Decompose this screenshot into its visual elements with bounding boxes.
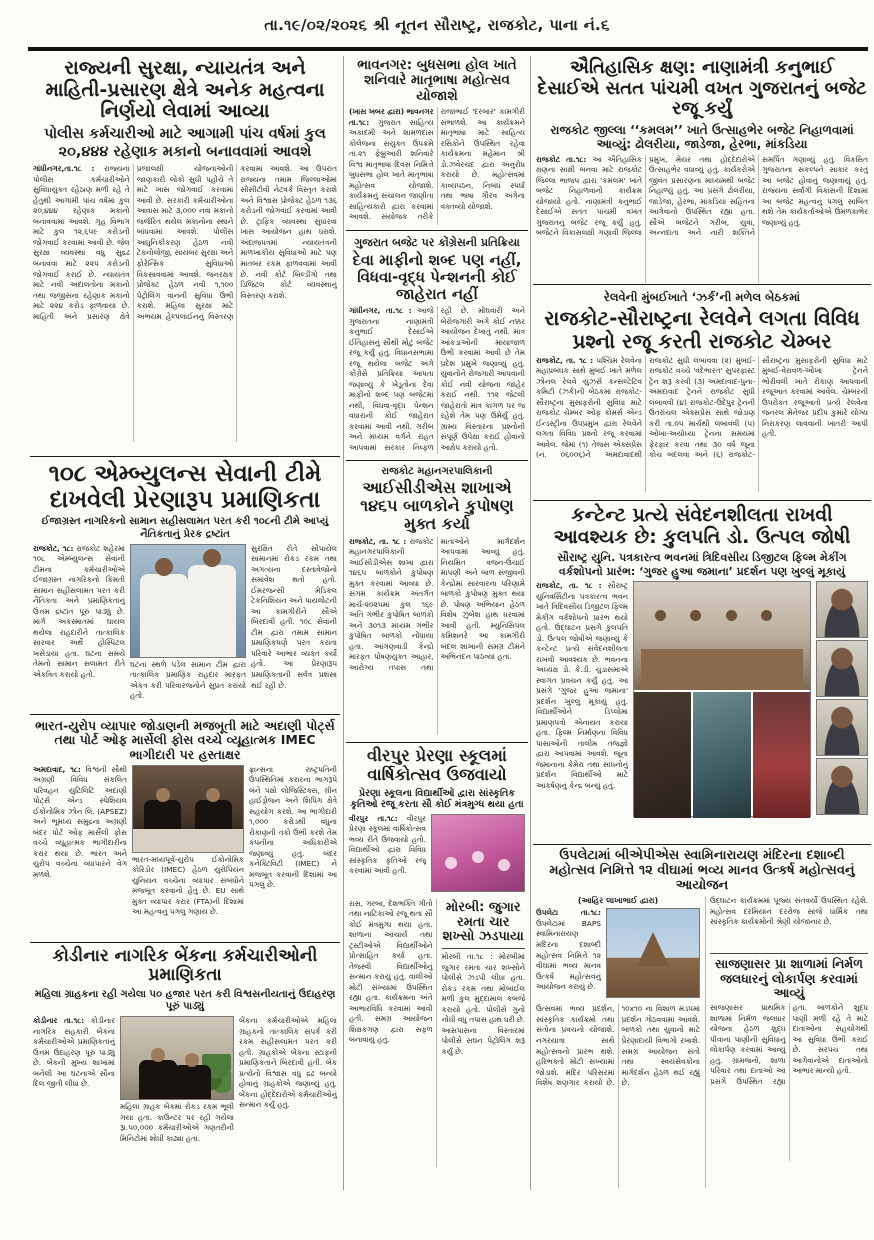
- award-ceremony-photo: [634, 692, 691, 818]
- dateline: અમદાવાદ, ૧૮:: [33, 764, 81, 774]
- dateline: વીરપુર તા.૧૮:: [349, 813, 398, 823]
- school-performance-photo: [431, 814, 525, 892]
- body-text: વીરપુર પ્રેરણા સ્કૂલમાં વાર્ષિકોત્સવ ભવ્ય રીતે ઉજવાયો હતો. વિદ્યાર્થીઓ દ્વારા વિવિધ સાંસ્કૃતિક કૃતિઓ રજૂ કરવામાં આવી હતી.: [349, 813, 426, 876]
- subhead: પ્રેરણા સ્કૂલના વિદ્યાર્થીઓ દ્વારા સાંસ્કૃતિક કૃતિઓ રજૂ કરતા સૌ કોઈ મંત્રમુગ્ધ થયા હતા: [350, 787, 524, 811]
- body-text: સાજણાસર પ્રાથમિક શાળામાં નિર્મળ જલધાર યોજના હેઠળ શુદ્ધ પીવાના પાણીની સુવિધાનું લોકાર્પણ કરવામાં આવ્યું હતું. ગ્રામજનો, શાળા પરિવાર તથા દાતાઓ આ પ્રસંગે ઉપસ્થિત રહ્યા હતા. બાળકોને શુદ્ધ પાણી મળી રહે તે માટે દાતાઓના સહયોગથી આ સુવિધા ઉભી કરાઈ છે. સરપંચ તથા આગેવાનોએ દાતાઓનો આભાર માન્યો હતો.: [710, 1003, 868, 1086]
- body-text: કોડીનાર નાગરિક સહકારી બેંકના કર્મચારીઓએ પ્રમાણિકતાનું ઉત્તમ ઉદાહરણ પૂરું પાડ્યું છે. બેંકની મુખ્ય શાખામાં બનેલી આ ઘટનાએ સૌના દિલ જીતી લીધા છે.: [33, 1016, 115, 1089]
- article-congress-reaction: [346, 230, 528, 460]
- headline: કન્ટેન્ટ પ્રત્યે સંવેદનશીલતા રાખવી આવશ્યક છે: કુલપતિ ડો. ઉત્પલ જોષી: [553, 504, 851, 548]
- headline: ઉપલેટામાં બીએપીએસ સ્વામિનારાયણ મંદિરના દશાબ્દી મહોત્સવ નિમિત્તે ૧૨ વીઘામાં ભવ્ય માનવ ઉત્કર્ષ મહોત્સવનું આયોજન: [549, 848, 855, 893]
- person-figure: [690, 610, 701, 621]
- article-state-security: [30, 54, 340, 456]
- subhead: ઈજાગ્રસ્ત નાગરિકનો સામાન સહીસલામત પરત કરી ૧૦૮ની ટીમે આપ્યું નૈતિકતાનું પ્રેરક દ્રષ્ટાંત: [41, 516, 329, 540]
- panel-discussion-photo: [634, 582, 810, 690]
- article-kodinar-bank: [30, 942, 340, 1190]
- subhead: મહિલા ગ્રાહકના રહી ગયેલા ૫૦ હજાર પરત કરી વિશ્વસનીયતાનું ઉદાહરણ પૂરું પાડ્યું: [34, 988, 336, 1012]
- body-text: બેંકના કર્મચારીઓએ મહિલા ગ્રાહકનો તાત્કાલિક સંપર્ક કરી રકમ સહીસલામત પરત કરી હતી. ગ્રાહકોએ બેંકના સ્ટાફની પ્રમાણિકતાને બિરદાવી હતી. બેંક પ્રત્યેનો વિશ્વાસ વધુ દ્રઢ બન્યો હોવાનું ગ્રાહકોએ જણાવ્યું હતું. બેંકના હોદ્દેદારોએ કર્મચારીઓનું સન્માન કર્યું હતું.: [239, 1016, 337, 1110]
- speaker-portraits-strip: [816, 581, 868, 815]
- bank-office-photo: [120, 1016, 234, 1100]
- vintage-camera-photo: [693, 692, 750, 818]
- body-text: ભારત-મધ્યપૂર્વ-યુરોપ ઈકોનોમિક કોરિડોર (IMEC) હેઠળ યુરોપિયન યુનિયન વચ્ચેના વ્યાપાર સંબંધોને મજબૂત કરવાનો હેતુ છે. EU સાથે મુક્ત વ્યાપાર કરાર (FTA)ની દિશામાં આ મહત્વનું પગલું ગણાય છે.: [132, 854, 244, 917]
- dais: [641, 649, 803, 690]
- body-text: મોરબી તા.૧૮ : મોરબીમાં જુગાર રમતા ચાર શખ્સોને પોલીસે ઝડપી લીધા હતા. રોકડ રકમ તથા મોબાઈલ મળી કુલ મુદ્દામાલ કબજે કરાયો હતો. પોલીસે ગુનો નોંધી વધુ તપાસ હાથ ધરી છે. આસપાસના વિસ્તારમાં પોલીસે સઘન પેટ્રોલિંગ શરૂ કર્યું છે.: [441, 952, 525, 1056]
- kicker: રાજકોટ મહાનગરપાલિકાની: [381, 466, 493, 477]
- kicker: ગુજરાત બજેટ પર કોંગ્રેસની પ્રતિક્રિયા: [354, 236, 520, 249]
- person-figure: [139, 1060, 177, 1099]
- headline: વીરપુર પ્રેરણા સ્કૂલમાં વાર્ષિકોત્સવ ઉજવાયો: [367, 746, 507, 784]
- signing-desk: [133, 829, 243, 851]
- dateline: કોડીનાર તા.૧૮:: [33, 1016, 85, 1026]
- headline: ઐતિહાસિક ક્ષણ: નાણામંત્રી કનુભાઈ દેસાઈએ સતત પાંચમી વખત ગુજરાતનું બજેટ રજૂ કર્યું: [537, 57, 867, 120]
- headline: ભાવનગર: બુધસભા હોલ ખાતે શનિવારે માતૃભાષા મહોત્સવ યોજાશે: [357, 57, 517, 104]
- performer-figure: [472, 851, 484, 863]
- body-text: રાસ, ગરબા, દેશભક્તિ ગીતો તથા નાટિકાઓ રજૂ થતા સૌ કોઈ મંત્રમુગ્ધ થયા હતા. શાળાના આચાર્ય તથા ટ્રસ્ટીઓએ વિદ્યાર્થીઓને પ્રોત્સાહિત કર્યા હતા. તેજસ્વી વિદ્યાર્થીઓનું સન્માન કરાયું હતું. વાલીઓ મોટી સંખ્યામાં ઉપસ્થિત રહ્યા હતા. કાર્યક્રમના અંતે આભારવિધિ કરવામાં આવી હતી. સમગ્ર આયોજન શિક્ષકગણ દ્વારા સફળ બનાવાયું હતું.: [349, 898, 433, 1045]
- portrait-photo: [816, 758, 868, 815]
- dateline: રાજકોટ, તા. ૧૮ :: [536, 355, 594, 365]
- body-text: વિશ્વની સૌથી અગ્રણી વિવિધ સંકલિત પરિવહન યુટિલિટિ અદાણી પોર્ટ્સ એન્ડ સ્પેશિયલ ઈકોનોમિક ઝોન લિ. (APSEZ) અને ભૂમધ્ય સમુદ્રના અગ્રણી બંદર પોર્ટ ઓફ માર્સેલી ફોસ વચ્ચે વ્યૂહાત્મક ભાગીદારીના કરાર થયા છે. ભારત અને યુરોપ વચ્ચેના વ્યાપારને વેગ મળશે.: [33, 764, 127, 879]
- masthead: તા.૧૯/૦૨/૨૦૨૬ શ્રી નૂતન સૌરાષ્ટ્ર, રાજકોટ, પાના નં.૬: [264, 16, 610, 34]
- body-text: મહિલા ગ્રાહક બેંકમાં રોકડ રકમ ભૂલી ગયા હતા. કાઉન્ટર પર રહી ગયેલા રૂા.૫૦,૦૦૦ કર્મચારીઓએ ગણતરીની મિનિટોમાં શોધી કાઢ્યા હતા.: [120, 1102, 234, 1143]
- article-school-annual-day: [346, 742, 528, 1190]
- body-text: ફ્રાન્સના રાષ્ટ્રપતિની ઉપસ્થિતિમાં કરારના ભાગરૂપે બંને પક્ષો લોજિસ્ટિક્સ, ગ્રીન હાઈડ્રોજન અને શિપિંગ ક્ષેત્રે સહયોગ કરશે. આ ભાગીદારી ૧,૦૦૦ કરોડથી વધુના રોકાણની તકો ઉભી કરશે તેમ કંપનીના અધિકારીએ જણાવ્યું હતું. બંદર કનેક્ટિવિટી (IMEC) ને મજબૂત કરવાની દિશામાં આ પગલું છે.: [249, 764, 337, 890]
- person-figure: [761, 610, 772, 621]
- sub-article-headline: મોરબી: જુગાર રમતા ચાર શખ્સો ઝડપાયા: [442, 899, 524, 945]
- imec-signing-photo: [132, 765, 244, 853]
- body-text: ઉપલેટામાં BAPS સ્વામિનારાયણ મંદિરના દશાબ્દી મહોત્સવ નિમિત્તે ૧૨ વીઘામાં ભવ્ય માનવ ઉત્કર્ષ મહોત્સવનું આયોજન કરાયું છે.: [536, 918, 601, 992]
- body-text: ઉદ્ઘાટન કાર્યક્રમમાં પૂજ્ય સંતવર્યો ઉપસ્થિત રહેશે. મહોત્સવ દરમિયાન દરરોજ સાંજે ધાર્મિક તથા સાંસ્કૃતિક કાર્યક્રમોની શ્રેણી યોજાનાર છે.: [710, 896, 868, 927]
- column-divider-right: [530, 56, 531, 1190]
- body-text: ઉત્સવમાં ભવ્ય પ્રદર્શન, સાંસ્કૃતિક કાર્યક્રમો તથા સંતોના પ્રવચનો યોજાશે. નગરયાત્રા સાથે મહોત્સવનો પ્રારંભ થશે. હરિભક્તો મોટી સંખ્યામાં જોડાશે. મંદિર પરિસરમાં વિશેષ શણગાર કરાયો છે. ૧૦x૧૦ ના વિશાળ મંડપમાં પ્રદર્શન ગોઠવવામાં આવશે. બાળકો તથા યુવાનો માટે પ્રેરણાદાયી વિભાગો રખાશે. સમગ્ર આયોજન સંતો તથા સ્વયંસેવકોના માર્ગદર્શન હેઠળ થઈ રહ્યું છે.: [536, 1004, 700, 1088]
- column-divider-left: [343, 56, 344, 1190]
- body-text: આ ઐતિહાસિક ક્ષણના સાક્ષી બનવા માટે રાજકોટ જિલ્લા ભાજપ દ્વારા 'કમલમ' ખાતે બજેટ નિહાળવાનો કાર્યક્રમ યોજાયો હતો. નાણામંત્રી કનુભાઈ દેસાઈએ સતત પાંચમી વખત ગુજરાતનું બજેટ રજૂ કર્યું હતું. બજેટને વિકાસલક્ષી ગણાવી જિલ્લા પ્રમુખ, મેયર તથા હોદ્દેદારોએ ઉત્સાહભેર વધાવ્યું હતું. કાર્યકરોએ જીવંત પ્રસારણના માધ્યમથી બજેટ નિહાળ્યું હતું. આ પ્રસંગે ઢોલરીયા, જાડેજા, હેરભા, માંકડિયા સહિતના આગેવાનો ઉપસ્થિત રહ્યા હતા. સૌએ બજેટને ગરીબ, યુવા, અન્નદાતા અને નારી શક્તિને સમર્પિત ગણાવ્યું હતું. વિકસિત ગુજરાતના સંકલ્પને સાકાર કરતું આ બજેટ હોવાનું જણાવાયું હતું. રાજ્યના સર્વાંગી વિકાસની દિશામાં આ બજેટ મહત્વનું પગલું સાબિત થશે તેમ કાર્યકર્તાઓએ ઉમળકાભેર જણાવ્યું હતું.: [536, 154, 868, 238]
- body-text: ઘટના સ્થળે પડેલ સામાન ટીમ દ્વારા તાત્કાલિક પ્રમાણિક રાહદાર મારફત એકત્ર કરી પરિવારજનોને સુપ્રત કરાયો હતો.: [130, 659, 246, 701]
- body-text: રાજ્યના પોલીસ કર્મચારીઓને સુવિધાયુક્ત રહેઠાણ મળી રહે તે હેતુથી આગામી પાંચ વર્ષમાં કુલ ૨૦,૪૪૪ રહેણાક મકાનો બનાવવામાં આવશે. ગૃહ વિભાગ માટે કુલ ૧૨,૬૫૯ કરોડની જોગવાઈ કરવામાં આવી છે. જેલ સુરક્ષા વ્યવસ્થા વધુ સુદ્રઢ બનાવવા માટે ૨૨૫ કરોડની જોગવાઈ કરાઈ છે. ન્યાયતંત્ર માટે નવી અદાલતોના મકાનો તથા જજીસના રહેણાક મકાનો માટે ૨૨૪ કરોડ ફાળવાયા છે. માહિતી અને પ્રસારણ ક્ષેત્રે પ્રજાલક્ષી યોજનાઓની જાણકારી લોકો સુધી પહોંચે તે માટે ખાસ જોગવાઈ કરવામાં આવી છે. સરકારી કર્મચારીઓના આવાસ માટે ૩,૦૦૦ નવા મકાનો જર્જરિત થયેલ મકાનોના સ્થાને બાંધવામાં આવશે. પોલીસ આધુનિકીકરણ હેઠળ નવી ટેકનોલોજી, સાયબર સુરક્ષા અને ફોરેન્સિક સુવિધાઓ વિકસાવવામાં આવશે. જનરક્ષક પ્રોજેક્ટ હેઠળ નવી ૧,૧૦૦ પેટ્રોલિંગ વાનની સુવિધા ઉભી કરાશે. મહિલા સુરક્ષા માટે અભયમ હેલ્પલાઈનનું વિસ્તરણ કરવામાં આવશે. આ ઉપરાંત રાજ્યના તમામ જિલ્લાઓમાં સીસીટીવી નેટવર્ક વિસ્તૃત કરાશે અને વિશ્વાસ પ્રોજેક્ટ હેઠળ ૧૩૬ કરોડની જોગવાઈ કરવામાં આવી છે. ટ્રાફિક વ્યવસ્થા સુધારવા ખાસ આયોજન હાથ ધરાશે. અંદાજપત્રમાં ન્યાયતંત્રની માળખાકીય સુવિધાઓ માટે પણ માતબર રકમ ફાળવવામાં આવી છે. નવી કોર્ટ બિલ્ડીંગો તથા ડિજિટલ કોર્ટ વ્યવસ્થાનું વિસ્તરણ કરાશે.: [33, 164, 337, 321]
- ambulance-team-photo: [130, 544, 246, 658]
- dateline: ભાવનગર તા.૧૮:: [349, 107, 434, 127]
- article-upleta-mahotsav: [533, 844, 871, 1190]
- article-railway-chamber: [533, 284, 871, 500]
- temple-photo: [606, 908, 700, 998]
- body-text: રાજકોટ શહેરમાં ૧૦૮ એમ્બ્યુલન્સ સેવાની ટીમના કર્મચારીઓએ ઈજાગ્રસ્ત નાગરિકનો કિંમતી સામાન સહીસલામત પરત કરી નૈતિકતા અને પ્રમાણિકતાનું ઉત્તમ દ્રષ્ટાંત પૂરું પાડ્યું છે. માર્ગ અકસ્માતમાં ઘાયલ થયેલા રાહદારીને તાત્કાલિક સારવાર અર્થે હોસ્પિટલ ખસેડાયા હતા. ઘટના સમયે તેમનો સામાન સલામત રીતે એકત્રિત કરાયો હતો.: [33, 543, 125, 679]
- article-icds-nutrition: [346, 460, 528, 742]
- person-figure: [726, 610, 737, 621]
- kicker: રેલવેની મુંબઈખાતે ‘ઝર્ક’ની મળેલ બેઠકમાં: [603, 290, 801, 304]
- person-figure: [140, 574, 188, 657]
- masthead-rule: [28, 47, 868, 51]
- dateline: ગાંધીનગર, તા.૧૮ :: [349, 306, 412, 316]
- byline: (ખાસ ખબર દ્વારા): [349, 107, 405, 117]
- headline: ભારત-યુરોપ વ્યાપાર જોડાણની મજબૂતી માટે અદાણી પોર્ટ્સ તથા પોર્ટ ઓફ માર્સેલી ફોસ વચ્ચે વ્યૂહાત્મક IMEC ભાગીદારી પર હસ્તાક્ષર: [35, 718, 335, 762]
- divider: [710, 953, 868, 954]
- headline: રાજ્યની સુરક્ષા, ન્યાયતંત્ર અને માહિતી-પ્રસારણ ક્ષેત્રે અનેક મહત્વના નિર્ણયો લેવામાં આવ્યા: [45, 57, 325, 123]
- temple-spire: [637, 932, 669, 966]
- subhead: સૌરાષ્ટ્ર યુનિ. પત્રકારત્વ ભવનમાં ત્રિદિવસીય ડિજીટલ ફિલ્મ મેકીંગ વર્કશોપનો પ્રારંભ: ‘ગુજર હુઆ જમાના’ પ્રદર્શન પણ ખુલ્લું મૂકાયું: [557, 551, 847, 578]
- dateline: રાજકોટ, ૧૮:: [33, 543, 74, 553]
- dateline: ગાંધીનગર,તા.૧૮ :: [33, 164, 95, 174]
- person-figure: [173, 1065, 211, 1099]
- subhead: પોલીસ કર્મચારીઓ માટે આગામી પાંચ વર્ષમાં કુલ ૨૦,૪૪૪ રહેણાક મકાનો બનાવવામાં આવશે: [44, 125, 326, 160]
- byline: (આહિર લાખાભાઈ દ્વારા): [577, 896, 659, 906]
- workshop-collage-photo: [633, 581, 811, 817]
- headline: કોડીનાર નાગરિક બેંકના કર્મચારીઓની પ્રમાણિકતા: [52, 946, 318, 986]
- body-text: રાજકોટ મહાનગરપાલિકાની આઈસીડીએસ શાખા દ્વારા ૧૪૬૫ બાળકોને કુપોષણ મુક્ત કરવામાં આવ્યા છે. સંગમ કાર્યક્રમ અંતર્ગત માર્ચ-૨૦૨૫માં કુલ ૧૬૯ અતિ ગંભીર કુપોષિત બાળકો અને ૩૦૧૩ મધ્યમ ગંભીર કુપોષિત બાળકો નોંધાયા હતા. આંગણવાડી કેન્દ્રો મારફત પોષણયુક્ત આહાર, આરોગ્ય તપાસ તથા માતાઓને માર્ગદર્શન આપવામાં આવ્યું હતું. નિયમિત વજન-ઉંચાઈ માપણી અને બાળ સંજીવની કેન્દ્રોમાં સારવારના પરિણામે બાળકો કુપોષણ મુક્ત થયા છે. પોષણ અભિયાન હેઠળ વિશેષ ઝુંબેશ હાથ ધરવામાં આવી હતી. મ્યુનિસિપલ કમિશનરે આ કામગીરી બદલ શાખાની સમગ્ર ટીમને અભિનંદન પાઠવ્યા હતા.: [349, 536, 525, 672]
- sub-article-headline: સાજણાસર પ્રા શાળામાં નિર્મળ જલધારનું લોકાર્પણ કરવામાં આવ્યું: [715, 956, 863, 1000]
- article-budget-historic: [533, 54, 871, 284]
- headline: દેવા માફીનો શબ્દ પણ નહીં, વિધવા-વૃદ્ધ પેન્શનની કોઈ જાહેરાત નહીં: [352, 251, 522, 304]
- subhead: રાજકોટ જીલ્લા ‘‘કમલમ’’ ખાતે ઉત્સાહભેર બજેટ નિહાળવામાં આવ્યું: ઢોલરીયા, જાડેજા, હેરભા, માંકડિયા: [550, 122, 854, 152]
- dateline: રાજકોટ તા.૧૮:: [536, 154, 587, 164]
- body-text: પશ્ચિમ રેલવેના મહાપ્રબંધક સાથે મુંબઈ ખાતે મળેલ ઝોનલ રેલવે યુઝર્સ કન્સલ્ટેટિવ કમિટી (ઝર્ક)ની બેઠકમાં રાજકોટ-સૌરાષ્ટ્રના મુસાફરોની સુવિધા માટે રાજકોટ ચેમ્બર ઓફ કોમર્સ એન્ડ ઈન્ડસ્ટ્રીના ઉપપ્રમુખ દ્વારા રેલવેને લગતા વિવિધ પ્રશ્નો રજૂ કરવામાં આવેલ. જેમાં (૧) તેજસ એક્સપ્રેસ (નં. ૦૬૦૦૬)ને અમદાવાદથી રાજકોટ સુધી લંબાવવા (૨) મુંબઈ-રાજકોટ વચ્ચે 'વંદેભારત' સુપરફાસ્ટ ટ્રેન શરૂ કરવી (૩) અમદાવાદ-પુના-અમદાવાદ ટ્રેનને રાજકોટ સુધી લંબાવવી (૪) રાજકોટ-ઉદેપુર ટ્રેનની ઉતરાંચલ એક્સપ્રેસ સાથે જોડાણ કરી તા.૦૫ માર્ચથી લંબાવવી (૫) ઓખા-અયોધ્યા ટ્રેનના સમયમાં ફેરફાર કરવા તથા ૩૦ વર્ષ જૂના કોચ બદલવા અને (૬) રાજકોટ-સૌરાષ્ટ્રના મુસાફરોની સુવિધા માટે મુંબઈ-વેરાવળ-ઓખા ટ્રેનને ભોરીવલી ખાતે રોકાણ આપવાની રજૂઆત કરવામાં આવેલ. ચેમ્બરની ઉપરોક્ત રજૂઆતો પ્રત્યે રેલવેના જનરલ મેનેજર પ્રદીપ કુમારે યોગ્ય નિરાકરણ લાવવાની ખાતરી આપી હતી.: [536, 355, 868, 460]
- article-imec-partnership: [30, 714, 340, 942]
- headline: ૧૦૮ એમ્બ્યુલન્સ સેવાની ટીમે દાખવેલી પ્રેરણારૂપ પ્રમાણિકતા: [48, 461, 322, 514]
- body-text: ગુજરાત સાહિત્ય અકાદમી અને શામળદાસ કોલેજના સંયુક્ત ઉપક્રમે તા.૨૧ ફેબ્રુઆરી શનિવારે વિશ્વ માતૃભાષા દિવસ નિમિત્તે બુધસભા હોલ ખાતે માતૃભાષા મહોત્સવ યોજાશે. કાર્યક્રમનું સંચાલન જાણીતા સાહિત્યકારો દ્વારા કરવામાં આવશે. સંયોજક તરીકે રાજાભાઈ 'દરબાર' કામગીરી સંભાળશે. આ કાર્યક્રમને માતૃભાષા માટે સાહિત્ય રસિકોને ઉપસ્થિત રહેવા કાર્યક્રમના મહેમાન શ્રી ડો.ઝવેરચંદ દ્વારા અનુરોધ કરાયો છે. મહોત્સવમાં કાવ્યપઠન, નિબંધ સ્પર્ધા તથા ભાષા ગૌરવ અંગેના વક્તવ્યો યોજાશે.: [349, 107, 525, 222]
- audience-photo: [753, 692, 810, 818]
- body-text: સુરક્ષિત રીતે સોંપાયેલ સામાનમાં રોકડ રકમ તથા અગત્યના દસ્તાવેજોનો સમાવેશ થતો હતો. ઈમરજન્સી મેડિકલ ટેકનિશિયન અને પાયલોટની આ કામગીરીને સૌએ બિરદાવી હતી. ૧૦૮ સેવાની ટીમ દ્વારા તમામ સામાન પ્રમાણિકપણે પરત કરાતા પરિવારે આભાર વ્યક્ત કર્યો હતો. આ પ્રેરણારૂપ પ્રમાણિકતાની સર્વત્ર પ્રશંસા થઈ રહી છે.: [251, 543, 337, 690]
- body-text: આજે ગુજરાતના નાણામંત્રી કનુભાઈ દેસાઈએ ઈતિહાસનું સૌથી મોટું બજેટ રજૂ કર્યું હતું. વિધાનસભામાં રજૂ થયેલા બજેટ અંગે કોંગ્રેસે પ્રતિક્રિયા આપતા જણાવ્યું કે ખેડૂતોના દેવા માફીનો શબ્દ પણ બજેટમાં નથી, વિધવા-વૃદ્ધ પેન્શન વધારાની કોઈ જાહેરાત કરવામાં આવી નથી. ગરીબ અને મધ્યમ વર્ગને રાહત આપવામાં સરકાર નિષ્ફળ રહી છે. મોંઘવારી અને બેરોજગારી અંગે કોઈ નક્કર આયોજન દેખાતું નથી. માત્ર આંકડાઓની માયાજાળ ઉભી કરવામાં આવી છે તેમ પ્રદેશ પ્રમુખે જણાવ્યું હતું. યુવાનોને રોજગારી આપવાની કોઈ નવી યોજના જાહેર કરાઈ નથી. ૧૧૨ જેટલી જાહેરાતો માત્ર કાગળ પર જ રહેશે તેમ પણ ઉમેર્યું હતું. ગ્રામ્ય વિસ્તારના પ્રશ્નોની સંપૂર્ણ ઉપેક્ષા કરાઈ હોવાનો આક્ષેપ કરાયો હતો.: [349, 306, 525, 452]
- performer-figure: [498, 859, 510, 871]
- portrait-photo: [816, 699, 868, 756]
- portrait-photo: [816, 581, 868, 638]
- dateline: ઉપલેટા તા.૧૮:: [536, 908, 601, 918]
- article-108-ambulance: [30, 456, 340, 712]
- dateline: રાજકોટ, તા. ૧૮ :: [536, 581, 602, 591]
- dateline: રાજકોટ, તા. ૧૮ :: [349, 536, 407, 546]
- person-figure: [188, 565, 236, 657]
- person-figure: [655, 610, 666, 621]
- headline: રાજકોટ-સૌરાષ્ટ્રના રેલવેને લગતા વિવિધ પ્રશ્નો રજૂ કરતી રાજકોટ ચેમ્બર: [544, 306, 860, 353]
- article-bhavnagar-matrubhasha: [346, 54, 528, 230]
- headline: આઈસીડીએસ શાખાએ ૧૪૬૫ બાળકોને કુપોષણ મુક્ત કર્યા: [360, 478, 514, 534]
- article-film-workshop: [533, 500, 871, 844]
- performer-figure: [445, 857, 457, 869]
- body-text: સૌરાષ્ટ્ર યુનિવર્સિટીના પત્રકારત્વ ભવન ખાતે ત્રિદિવસીય ડિજીટલ ફિલ્મ મેકીંગ વર્કશોપનો પ્રારંભ થયો હતો. ઉદ્ઘાટન પ્રસંગે કુલપતિ ડો. ઉત્પલ જોષીએ જણાવ્યું કે કન્ટેન્ટ પ્રત્યે સંવેદનશીલતા રાખવી આવશ્યક છે. ભવનના અધ્યક્ષ ડો. કે.ડી. ચુડાસમાએ સ્વાગત પ્રવચન કર્યું હતું. આ પ્રસંગે 'ગુજર હુઆ જમાના' પ્રદર્શન ખુલ્લું મૂકાયું હતું. વિદ્યાર્થીઓને ડિપ્લોમા પ્રમાણપત્રો એનાયત કરાયા હતા. ફિલ્મ નિર્માણના વિવિધ પાસાઓની તાલીમ તજજ્ઞો દ્વારા આપવામાં આવશે. જૂના જમાનાના કેમેરા તથા સાધનોનું પ્રદર્શન વિદ્યાર્થીઓ માટે આકર્ષણનું કેન્દ્ર બન્યું હતું.: [536, 581, 628, 790]
- portrait-photo: [816, 640, 868, 697]
- divider: [442, 948, 526, 949]
